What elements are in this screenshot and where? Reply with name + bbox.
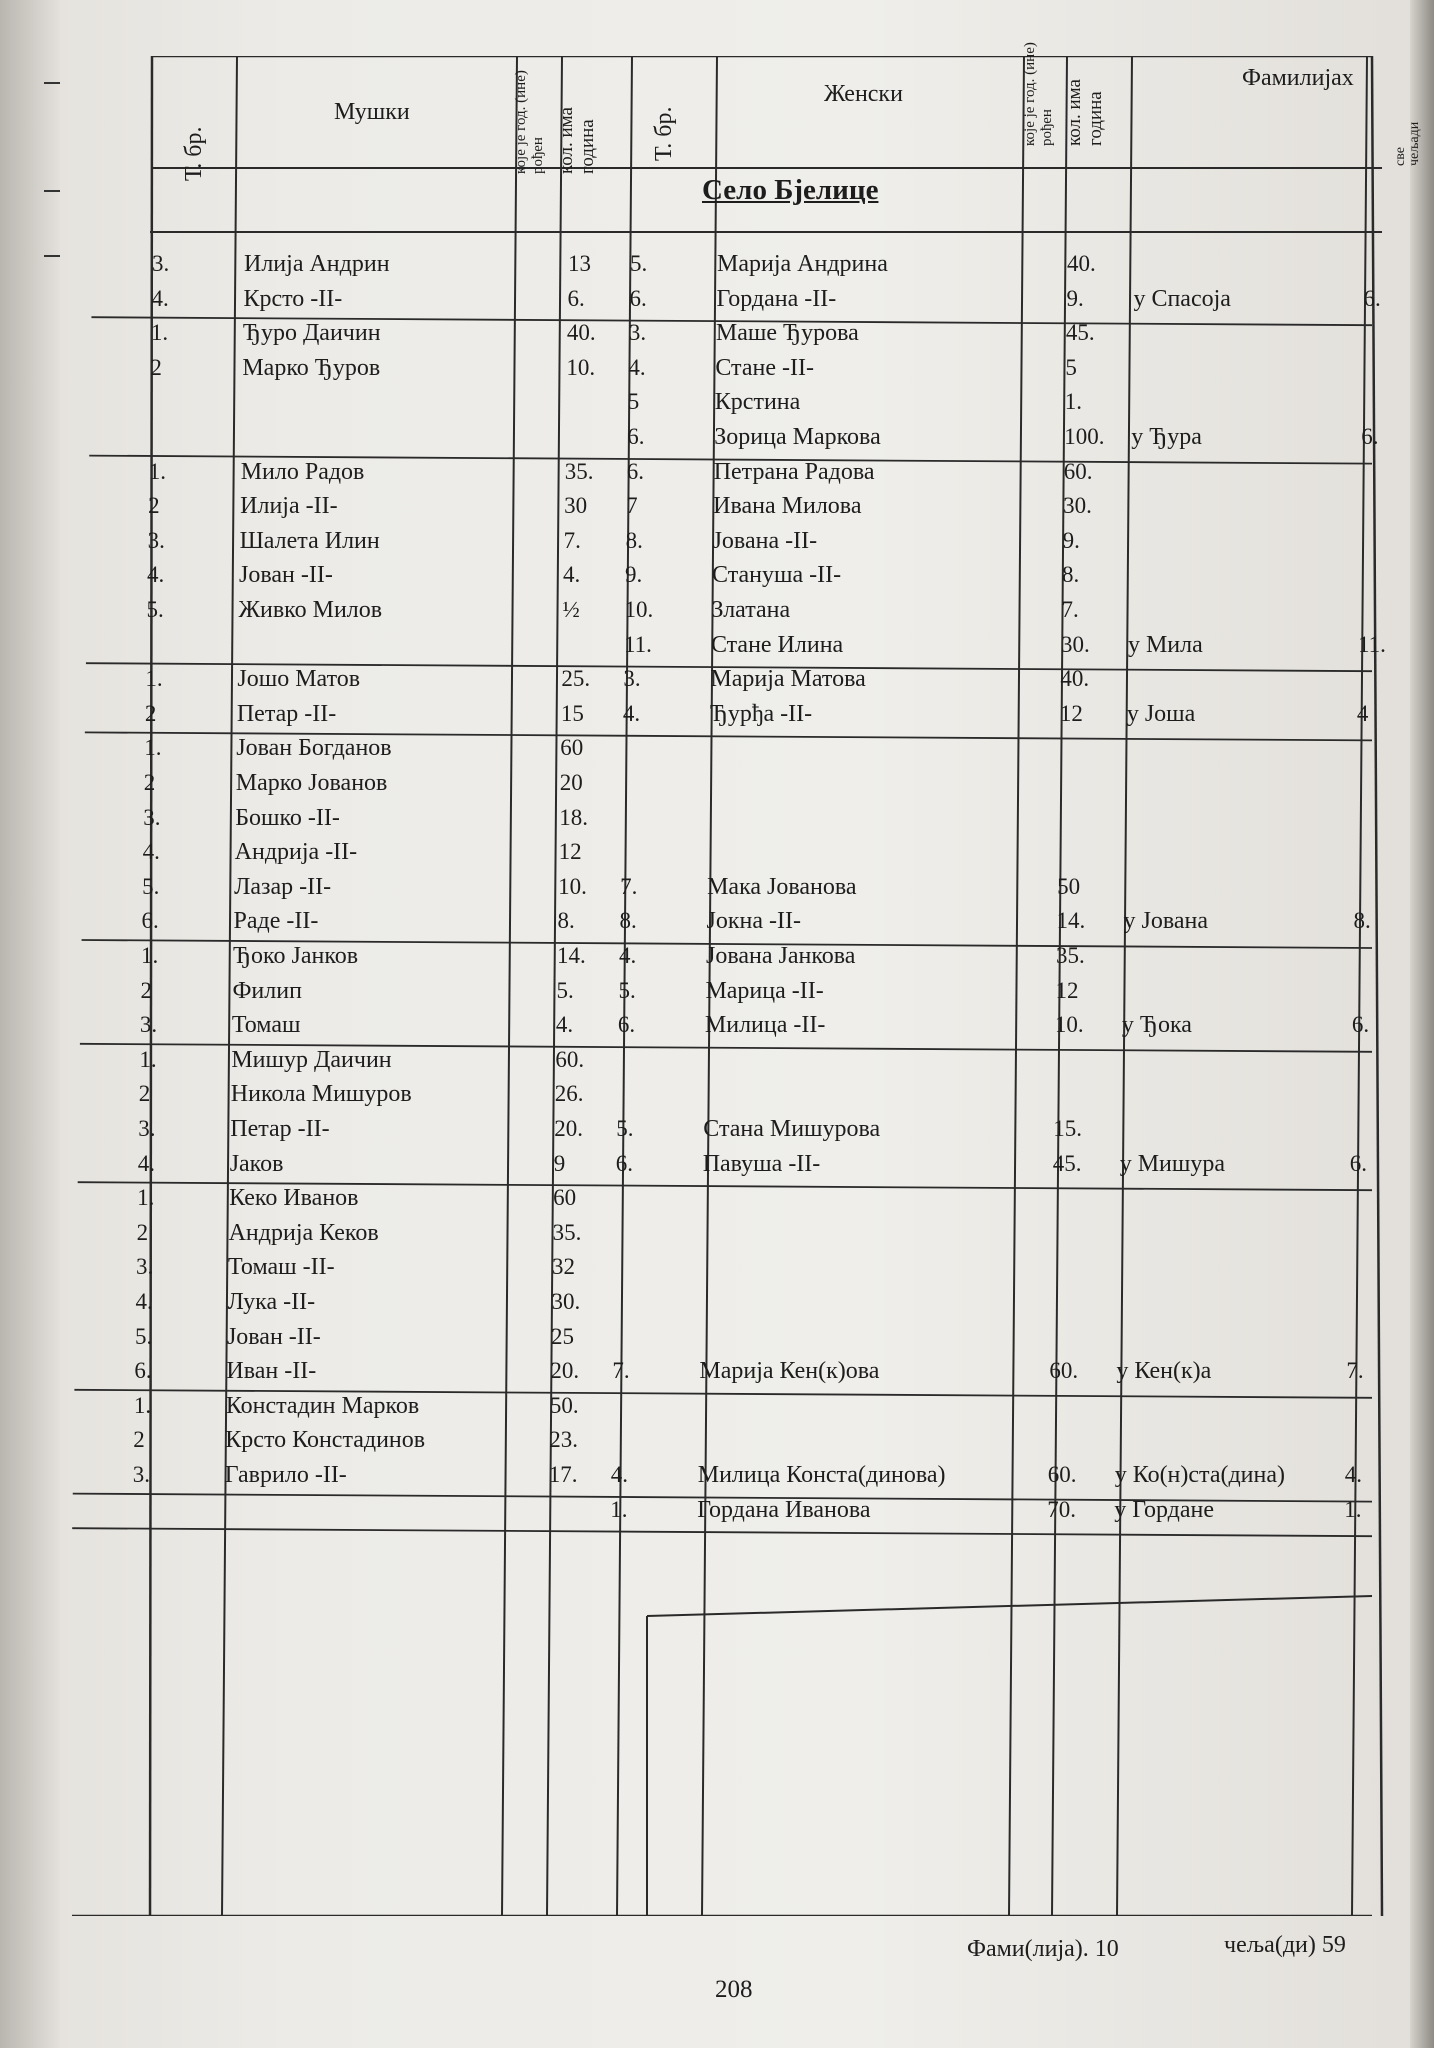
family-total: 6. [1351,1012,1370,1038]
female-row-number: 11. [623,631,652,657]
female-row-number: 6. [629,285,647,311]
male-row-number: 3. [152,251,170,276]
male-age: 60. [555,1046,585,1072]
male-name: Констадин Марков [225,1392,420,1419]
family-label: у Гордане [1114,1496,1214,1523]
female-age: 50 [1057,873,1081,899]
male-age: 25 [550,1323,574,1349]
female-age: 60. [1063,458,1093,484]
female-name: Павуша -II- [702,1150,821,1177]
male-name: Андрија Кеков [228,1219,379,1246]
female-age: 12 [1059,700,1083,726]
table-border-right [1372,56,1382,1916]
male-row-number: 1. [145,666,163,692]
female-name: Марија Андрина [717,251,888,277]
male-name: Петар -II- [230,1116,330,1142]
female-name: Ивана Милова [713,493,862,520]
family-total: 6. [1361,424,1379,449]
family-total: 6. [1349,1150,1367,1176]
female-row-number: 4. [622,700,641,726]
male-name: Јован -II- [226,1323,321,1350]
female-age: 15. [1053,1116,1082,1141]
header-sve: све чељади [1393,121,1422,166]
male-age: ½ [562,597,580,622]
male-age: 20. [554,1116,583,1141]
female-name: Стана Мишурова [703,1116,881,1142]
female-age: 1. [1064,389,1083,415]
male-row-number: 2 [133,1427,145,1453]
family-total: 4 [1356,700,1369,726]
male-row-number: 4. [142,839,160,865]
female-name: Зорица Маркова [714,424,881,450]
family-label: у Ђока [1121,1012,1192,1039]
female-row-number: 9. [625,562,643,588]
female-age: 9. [1062,527,1080,553]
male-age: 26. [554,1081,584,1107]
female-name: Крстина [714,389,801,416]
family-total: 6. [1363,285,1381,311]
female-name: Стане Илина [710,631,844,658]
census-table [72,42,1422,1962]
female-row-number: 8. [619,908,637,934]
male-age: 5. [556,977,574,1003]
family-label: у Јоша [1126,700,1196,727]
female-name: Стануша -II- [712,562,842,589]
header-zenski: Женски [824,81,903,107]
header-familijah: Фамилијах [1242,65,1354,91]
header-t-br-female: Т. бр. [651,106,677,161]
family-label: у Кен(к)а [1116,1358,1212,1385]
family-total: 11. [1357,631,1386,657]
male-name: Бошко -II- [235,804,340,831]
family-label: у Мила [1127,631,1203,658]
male-name: Марко Јованов [235,770,388,796]
column-divider [1009,56,1024,1916]
header-muski: Мушки [334,99,410,125]
family-total: 8. [1353,908,1371,934]
male-row-number: 6. [134,1358,152,1384]
family-total: 7. [1346,1358,1364,1384]
family-divider [72,1528,1372,1536]
male-age: 20. [550,1358,580,1384]
female-age: 35. [1056,943,1085,968]
male-age: 18. [559,804,588,830]
male-age: 60 [553,1185,577,1211]
male-row-number: 5. [146,597,164,622]
village-title: Село Бјелице [702,174,879,206]
female-name: Јована Јанкова [706,943,856,969]
male-age: 30. [551,1289,581,1314]
margin-mark [44,255,60,257]
male-age: 7. [563,527,581,553]
male-name: Јошо Матов [237,666,361,693]
female-row-number: 10. [624,597,654,622]
male-row-number: 4. [151,285,169,311]
male-age: 15 [560,700,584,726]
female-row-number: 5. [618,977,636,1003]
male-age: 6. [567,285,585,311]
female-name: Марија Кен(к)ова [699,1358,880,1385]
male-name: Илија Андрин [244,251,390,277]
female-age: 40. [1060,666,1090,692]
female-row-number: 7 [626,493,638,519]
male-name: Никола Мишуров [230,1081,412,1108]
male-row-number: 5. [134,1323,153,1349]
male-age: 50. [549,1392,579,1418]
male-age: 35. [564,458,594,484]
male-row-number: 3. [139,1012,158,1038]
female-name: Ђурђа -II- [709,700,813,727]
male-row-number: 3. [138,1116,156,1141]
male-name: Лука -II- [227,1289,316,1315]
book-binding [0,0,60,2048]
male-age: 20 [559,770,583,795]
footer-families: Фами(лија). 10 [967,1936,1119,1962]
male-name: Кеко Иванов [229,1185,359,1212]
male-name: Андрија -II- [234,839,358,866]
family-label: у Ђура [1131,424,1202,450]
page-number: 208 [715,1976,753,2003]
male-row-number: 4. [135,1289,153,1314]
female-name: Марица -II- [705,977,824,1004]
female-row-number: 6. [617,1012,636,1038]
male-age: 35. [552,1219,582,1245]
female-row-number: 6. [627,424,645,449]
male-age: 14. [557,943,586,968]
female-name: Милица Конста(динова) [697,1462,946,1488]
female-row-number: 5. [630,251,648,276]
female-age: 7. [1061,597,1079,622]
female-row-number: 1. [610,1496,628,1522]
male-row-number: 6. [141,908,159,934]
female-name: Петрана Радова [713,458,875,485]
male-name: Живко Милов [238,597,383,623]
female-age: 60. [1047,1462,1077,1487]
header-t-br-male: Т. бр. [181,126,207,181]
female-row-number: 7. [620,873,638,899]
male-age: 60 [560,735,584,761]
male-age: 17. [548,1462,578,1487]
male-row-number: 3. [136,1254,154,1280]
male-age: 13 [568,251,591,276]
male-name: Шалета Илин [239,527,380,554]
female-age: 14. [1056,908,1086,934]
female-age: 60. [1049,1358,1079,1384]
female-row-number: 5 [627,389,640,415]
family-label: у Мишура [1119,1150,1226,1177]
male-row-number: 3. [147,527,165,553]
male-age: 30 [564,493,588,519]
male-age: 23. [549,1427,579,1453]
male-row-number: 1. [139,1046,157,1072]
male-name: Јован -II- [239,562,333,589]
header-kol-ima-male: кол. има година [556,107,598,174]
female-age: 10. [1054,1012,1084,1038]
header-koje-god-male: које је год. (ине) рођен [513,70,546,174]
female-row-number: 6. [615,1150,633,1176]
male-row-number: 1. [148,458,166,484]
male-age: 40. [566,320,596,346]
female-name: Милица -II- [704,1012,826,1039]
male-row-number: 1. [133,1392,152,1418]
male-name: Лазар -II- [234,873,332,900]
female-name: Јована -II- [712,527,818,554]
male-name: Марко Ђуров [242,354,381,381]
male-age: 8. [557,908,575,934]
male-name: Јаков [229,1150,284,1177]
family-label: у Јована [1123,908,1209,935]
family-label: у Ко(н)ста(дина) [1114,1462,1286,1488]
male-row-number: 4. [137,1150,155,1176]
header-kol-ima-female: кол. има година [1064,79,1106,146]
male-row-number: 2 [138,1081,151,1107]
female-row-number: 4. [619,943,637,968]
female-row-number: 4. [610,1462,628,1487]
column-divider [502,56,517,1916]
male-row-number: 3. [143,804,161,830]
female-name: Маше Ђурова [715,320,859,347]
female-age: 30. [1063,493,1092,519]
female-name: Стане -II- [715,354,814,381]
male-row-number: 3. [132,1462,150,1487]
female-row-number: 7. [612,1358,630,1384]
female-age: 100. [1064,424,1105,449]
female-age: 8. [1062,562,1080,588]
bottom-box-line [647,1596,1372,1616]
female-row-number: 4. [628,354,646,380]
family-total: 4. [1344,1462,1362,1487]
female-age: 70. [1047,1496,1076,1522]
male-name: Ђуро Даичин [242,320,381,347]
male-age: 4. [563,562,581,588]
female-age: 9. [1066,285,1084,311]
male-age: 32 [552,1254,576,1280]
family-total: 1. [1344,1496,1362,1522]
female-name: Јокна -II- [706,908,802,935]
male-age: 12 [558,839,582,865]
male-name: Мишур Даичин [231,1046,392,1073]
female-age: 12 [1055,977,1079,1003]
male-name: Томаш -II- [228,1254,335,1281]
female-age: 45. [1052,1150,1082,1176]
male-row-number: 2 [136,1219,149,1245]
male-name: Петар -II- [236,700,337,727]
column-divider [1117,56,1132,1916]
female-name: Мака Јованова [707,873,857,900]
female-name: Гордана Иванова [697,1496,871,1523]
male-row-number: 2 [148,493,160,519]
female-row-number: 8. [625,527,643,553]
male-name: Гаврило -II- [224,1462,347,1488]
male-row-number: 4. [147,562,165,588]
male-row-number: 1. [137,1185,155,1211]
footer-persons: чеља(ди) 59 [1224,1932,1346,1958]
header-koje-god-female: које је год. (ине) рођен [1022,42,1055,146]
margin-mark [44,82,60,84]
female-name: Златана [711,597,791,623]
male-row-number: 1. [141,943,159,968]
male-age: 10. [566,354,596,380]
female-age: 5 [1065,354,1077,380]
male-name: Филип [232,977,302,1004]
male-row-number: 2 [140,977,152,1003]
male-row-number: 2 [150,354,162,380]
male-name: Иван -II- [226,1358,317,1385]
page-edge [1410,0,1434,2048]
male-age: 4. [555,1012,574,1038]
male-age: 25. [561,666,591,692]
male-age: 9 [553,1150,566,1176]
female-row-number: 3. [628,320,647,346]
male-row-number: 1. [144,735,162,761]
male-name: Раде -II- [233,908,319,935]
male-name: Ђоко Јанков [233,943,359,969]
male-age: 10. [558,873,587,899]
male-name: Крсто Констадинов [225,1427,426,1454]
male-name: Томаш [231,1012,301,1039]
female-age: 40. [1067,251,1096,276]
female-row-number: 5. [616,1116,634,1141]
margin-mark [44,190,60,192]
male-row-number: 1. [150,320,169,346]
female-age: 45. [1065,320,1095,346]
column-divider [1349,56,1370,1916]
female-age: 30. [1060,631,1090,657]
female-name: Гордана -II- [716,285,837,312]
male-row-number: 2 [144,700,157,726]
male-row-number: 2 [143,770,156,795]
family-label: у Спасоја [1133,285,1231,312]
female-row-number: 6. [626,458,644,484]
male-row-number: 5. [142,873,160,899]
male-name: Илија -II- [240,493,338,520]
male-name: Јован Богданов [236,735,392,762]
female-row-number: 3. [623,666,641,692]
female-name: Марија Матова [710,666,866,693]
male-name: Мило Радов [240,458,365,485]
male-name: Крсто -II- [243,285,343,312]
